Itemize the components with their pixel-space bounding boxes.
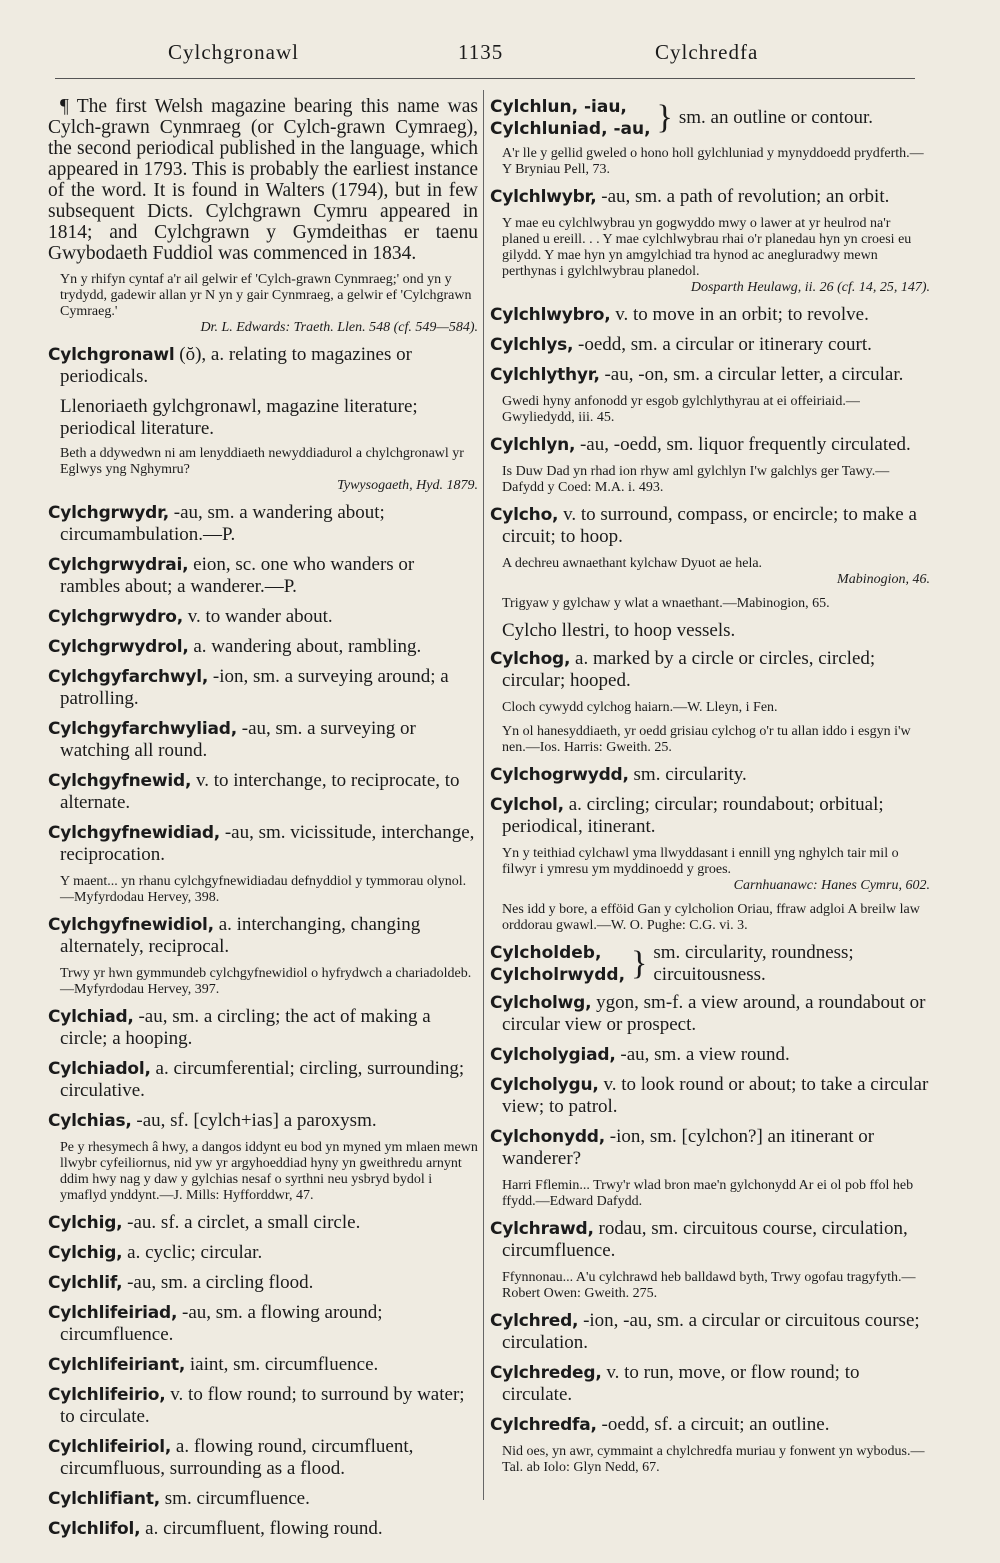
definition: iaint, sm. circumfluence. [189,1354,379,1375]
definition: a. circumferential; circling, surrounding; circulative. [60,1058,465,1101]
definition: a. wandering about, rambling. [193,636,422,657]
entry [48,1384,478,1428]
entry [490,1310,930,1354]
headword: Cylchredeg, [490,1363,602,1383]
paired-headwords [490,942,625,986]
definition: v. to wander about. [187,606,333,627]
quote-text: Yn y rhifyn cyntaf a'r ail gelwir ef 'Cylch-grawn Cynmraeg;' ond yn y trydydd, gadewir allan yr N yn y gair Cynmraeg, a gelwir ef 'Cylchgrawn Cymraeg.' [60,272,472,319]
entry [48,606,478,628]
citation: Nid oes, yn awr, cymmaint a chylchredfa muriau y fonwent yn wybodus.—Tal. ab Iolo: Glyn Nedd, 67. [502,1444,925,1475]
headword: Cylchgyfnewidiad, [48,823,221,843]
headword: Cylchlwybr, [490,187,597,207]
entry [48,1302,478,1346]
running-head-left: Cylchgronawl [168,40,299,64]
entry [490,1126,930,1170]
definition: a. flowing round, circumfluent, circumfluous, surrounding as a flood. [60,1436,414,1479]
citation: A'r lle y gellid gweled o hono holl gylchluniad y mynyddoedd prydferth.—Y Bryniau Pell, 73. [502,146,924,177]
entry [48,914,478,958]
entry [490,1414,930,1436]
headword: Cylchlifeiriol, [48,1437,172,1457]
headword: Cylchgrwydro, [48,607,183,627]
entry [48,1242,478,1264]
headword: Cylchgrwydrai, [48,555,189,575]
headword: Cylcholygu, [490,1075,599,1095]
entry [490,648,930,692]
headword: Cylchlun, -iau, [490,97,627,117]
headword: Cylchgyfnewidiol, [48,915,214,935]
citation: Harri Fflemin... Trwy'r wlad bron mae'n gylchonydd Ar ei ol pob ffol heb ffydd.—Edward Dafydd. [502,1178,914,1209]
entry [490,334,930,356]
entry [490,764,930,786]
brace-glyph: } [656,99,673,136]
headword: Cylchlys, [490,335,574,355]
entry [48,502,478,546]
definition: -au, sm. a circling flood. [127,1272,314,1293]
definition: -au, sm. vicissitude, interchange, reciprocation. [60,822,475,865]
definition: -ion, sm. a surveying around; a patrolling. [60,666,449,709]
right-column [490,96,930,1484]
citation [490,556,930,588]
headword: Cylchias, [48,1111,132,1131]
entry [490,1218,930,1262]
definition: sm. an outline or contour. [678,107,874,128]
entry [490,992,930,1036]
entry [490,794,930,838]
paired-headwords [490,96,651,140]
headword: Cylchlifeirio, [48,1385,166,1405]
entry [48,1058,478,1102]
definition: a. interchanging, changing alternately, reciprocal. [60,914,421,957]
definition: -au, sf. [cylch+ias] a paroxysm. [136,1110,377,1131]
definition: -oedd, sm. a circular or itinerary court. [578,334,872,355]
definition: -au, sm. a circling; the act of making a circle; a hooping. [60,1006,431,1049]
headword: Cylchlifeiriad, [48,1303,178,1323]
entry [48,554,478,598]
quote-source: Mabinogion, 46. [837,572,930,587]
definition: -au, sm. a view round. [620,1044,790,1065]
headword: Cylchgronawl [48,345,175,365]
headword: Cylchgyfnewid, [48,771,192,791]
headword: Cylchiad, [48,1007,134,1027]
headword: Cylchlwybro, [490,305,611,325]
brace-glyph: } [631,945,648,982]
citation: Ffynnonau... A'u cylchrawd heb balldawd byth, Trwy ogofau tragyfyth.—Robert Owen: Gweith. 275. [502,1270,916,1301]
headword: Cylchgyfarchwyliad, [48,719,237,739]
entry [48,1110,478,1132]
definition: -au, sm. a path of revolution; an orbit. [601,186,890,207]
quote-source: Dr. L. Edwards: Traeth. Llen. 548 (cf. 549—584). [200,320,478,335]
headword: Cylchlythyr, [490,365,600,385]
headword: Cylchig, [48,1243,123,1263]
citation [490,846,930,894]
quote-source: Dosparth Heulawg, ii. 26 (cf. 14, 25, 147). [690,280,930,295]
entry [48,1354,478,1376]
entry [490,434,930,456]
definition: -au. sf. a circlet, a small circle. [127,1212,361,1233]
definition: a. cyclic; circular. [127,1242,263,1263]
headword: Cylcholdeb, [490,943,602,963]
entry [490,304,930,326]
definition: -oedd, sf. a circuit; an outline. [601,1414,830,1435]
entry [48,666,478,710]
citation: Cloch cywydd cylchog haiarn.—W. Lleyn, i Fen. [502,700,778,715]
entry [490,1074,930,1118]
entry [48,718,478,762]
citation: Nes idd y bore, a efföid Gan y cylcholion Oriau, ffraw adgloi A breilw law orddorau gwawl.—W. O. Pughe: C.G. vi. 3. [502,902,920,933]
headword: Cylchgyfarchwyl, [48,667,209,687]
definition: v. to surround, compass, or encircle; to make a circuit; to hoop. [502,504,917,547]
definition: -au, sm. a surveying or watching all round. [60,718,416,761]
definition: sm. circularity, roundness; circuitousness. [653,942,854,985]
entry [48,636,478,658]
phrase: Cylcho llestri, to hoop vessels. [502,620,736,641]
phrase: Llenoriaeth gylchgronawl, magazine literature; periodical literature. [60,396,418,439]
headword: Cylcholwg, [490,993,592,1013]
headword: Cylchlif, [48,1273,123,1293]
headword: Cylchrawd, [490,1219,594,1239]
headword: Cylcho, [490,505,559,525]
citation [490,216,930,296]
column-divider [483,90,484,1500]
definition: eion, sc. one who wanders or rambles about; a wanderer.—P. [60,554,415,597]
headword: Cylchgrwydrol, [48,637,189,657]
left-column [48,96,478,1548]
definition: v. to interchange, to reciprocate, to alternate. [60,770,460,813]
entry [48,822,478,866]
citation [48,272,478,336]
entry [48,1272,478,1294]
running-head-right: Cylchredfa [655,40,759,64]
definition: a. circling; circular; roundabout; orbitual; periodical, itinerant. [502,794,884,837]
citation [48,446,478,494]
headword: Cylcholrwydd, [490,965,626,985]
paired-entry [490,96,930,140]
entry [490,1044,930,1066]
headword: Cylchlifiant, [48,1489,161,1509]
headword: Cylchog, [490,649,571,669]
definition: a. marked by a circle or circles, circled; circular; hooped. [502,648,876,691]
headword: Cylchlifol, [48,1519,141,1539]
definition: sm. circumfluence. [164,1488,310,1509]
entry [48,1518,478,1540]
quote-source: Tywysogaeth, Hyd. 1879. [337,478,478,493]
headword: Cylchonydd, [490,1127,606,1147]
definition: sm. circularity. [633,764,747,785]
headword: Cylcholygiad, [490,1045,616,1065]
quote-text: Y mae eu cylchlwybrau yn gogwyddo mwy o lawer at yr heulrod na'r planed u ereill. . . Y mae cylchlwybrau rhai o'r planedau hyn yn croesi eu gilydd. Y mae hyn yn amgylchiad tra hynod ac anegluradwy mewn perthynas i gylchlwybrau planedol. [502,216,912,279]
paired-entry [490,942,930,986]
citation: Gwedi hyny anfonodd yr esgob gylchlythyrau at ei offeiriaid.—Gwyliedydd, iii. 45. [502,394,860,425]
definition: v. to look round or about; to take a circular view; to patrol. [502,1074,929,1117]
definition: -au, -oedd, sm. liquor frequently circulated. [579,434,911,455]
definition: -au, sm. a flowing around; circumfluence. [60,1302,383,1345]
page-number: 1135 [458,40,504,64]
citation: Yn ol hanesyddiaeth, yr oedd grisiau cylchog o'r tu allan iddo i esgyn i'w nen.—Ios. Harris: Gweith. 25. [502,724,911,755]
definition: -ion, -au, sm. a circular or circuitous course; circulation. [502,1310,920,1353]
entry [48,344,478,388]
headword: Cylchol, [490,795,564,815]
quote-text: Beth a ddywedwn ni am lenyddiaeth newyddiadurol a chylchgronawl yr Eglwys yng Nghymru? [60,446,464,477]
header-rule [55,78,915,79]
quote-text: Yn y teithiad cylchawl yma llwyddasant i ennill yng nghylch tair mil o filwyr i ymresu ym myddinoedd y groes. [502,846,899,877]
headword: Cylchluniad, -au, [490,119,651,139]
headword: Cylchogrwydd, [490,765,629,785]
headword: Cylchlyn, [490,435,576,455]
definition: (ŏ), a. relating to magazines or periodicals. [60,344,412,387]
entry [490,1362,930,1406]
headword: Cylchgrwydr, [48,503,170,523]
entry [48,1212,478,1234]
quote-source: Carnhuanawc: Hanes Cymru, 602. [733,878,930,893]
entry [48,1436,478,1480]
entry [48,1488,478,1510]
headword: Cylchig, [48,1213,123,1233]
citation: Y maent... yn rhanu cylchgyfnewidiadau defnyddiol y tymmorau olynol.—Myfyrdodau Hervey, 398. [60,874,467,905]
citation: Is Duw Dad yn rhad ion rhyw aml gylchlyn I'w galchlys ger Tawy.—Dafydd y Coed: M.A. i. 493. [502,464,890,495]
definition: -au, -on, sm. a circular letter, a circular. [604,364,904,385]
definition: ygon, sm-f. a view around, a roundabout or circular view or prospect. [502,992,926,1035]
definition: v. to run, move, or flow round; to circulate. [502,1362,860,1405]
definition: -au, sm. a wandering about; circumambulation.—P. [60,502,385,545]
entry [48,1006,478,1050]
headword: Cylchredfa, [490,1415,597,1435]
citation: Trwy yr hwn gymmundeb cylchgyfnewidiol o hyfrydwch a chariadoldeb.—Myfyrdodau Hervey, 397. [60,966,472,997]
citation: Trigyaw y gylchaw y wlat a wnaethant.—Mabinogion, 65. [502,596,830,611]
definition: v. to move in an orbit; to revolve. [615,304,869,325]
headword: Cylchiadol, [48,1059,151,1079]
headword: Cylchred, [490,1311,579,1331]
entry [490,504,930,548]
headword: Cylchlifeiriant, [48,1355,186,1375]
entry [48,770,478,814]
citation: Pe y rhesymech â hwy, a dangos iddynt eu bod yn myned ym mlaen mewn llwybr cyfeiliornus, nid yw yr argyhoeddiad hyny yn gweithredu arnynt ddim hwy nag y daw y gylchias nesaf o syrthni neu ysbryd bydol i ymaflyd ynddynt.—J. Mills: Hyfforddwr, 47. [60,1140,478,1203]
definition: a. circumfluent, flowing round. [145,1518,383,1539]
entry [490,186,930,208]
definition: -ion, sm. [cylchon?] an itinerant or wanderer? [502,1126,875,1169]
intro-paragraph: ¶ The first Welsh magazine bearing this name was Cylch-grawn Cynmraeg (or Cylch-grawn Cymraeg), the second periodical published in the language, which appeared in 1793. This is probably the earliest instance of the word. It is found in Walters (1794), but in few subsequent Dicts. Cylchgrawn Cymru appeared in 1814; and Cylchgrawn y Gymdeithas er taenu Gwybodaeth Fuddiol was commenced in 1834. [48,96,478,264]
definition: v. to flow round; to surround by water; to circulate. [60,1384,465,1427]
definition: rodau, sm. circuitous course, circulation, circumfluence. [502,1218,908,1261]
entry [490,364,930,386]
quote-text: A dechreu awnaethant kylchaw Dyuot ae hela. [502,556,763,571]
